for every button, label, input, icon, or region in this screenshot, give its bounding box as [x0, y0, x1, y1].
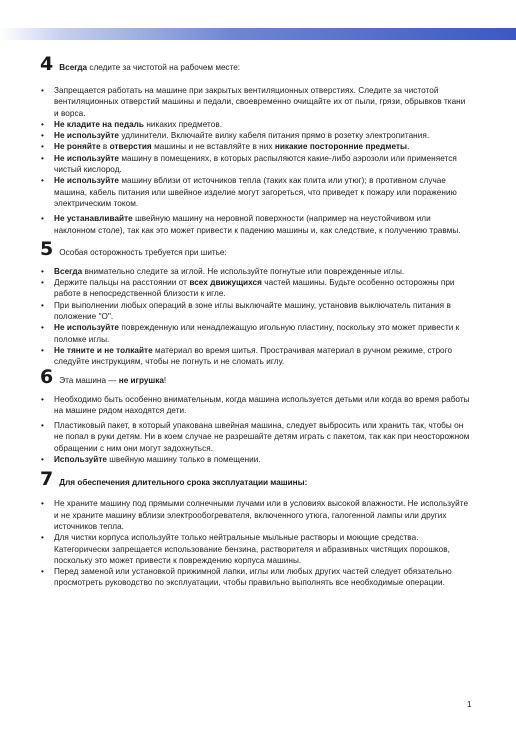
- header-gradient-bar: [0, 28, 516, 40]
- section-6-list: [40, 394, 472, 466]
- list-item: [40, 300, 472, 323]
- item-text: поврежденную или ненадлежащую игольную пластину, поскольку это может привести к поломке иглы.: [54, 323, 460, 344]
- item-text: Необходимо быть особенно внимательным, когда машина используется детьми или когда во время работы на машине рядом находятся дети.: [54, 394, 470, 415]
- list-item: [40, 85, 472, 119]
- title-part: Всегда: [59, 63, 88, 72]
- item-text: Перед заменой или установкой прижимной лапки, иглы или любых других частей следует обязательно просмотреть руководство по эксплуатации, чтобы правильно выполнять все необходимые операции.: [54, 567, 452, 588]
- item-text-bold: Используйте: [54, 455, 107, 465]
- list-item: [40, 175, 472, 209]
- section-title: [59, 248, 227, 258]
- list-item: [40, 394, 472, 417]
- item-text: Пластиковый пакет, в который упакована швейная машина, следует выбросить или хранить так, чтобы он не попал в руки детям. Ни в коем случае не разрешайте детям играть с пакетом, так как при неосторожном обращении с ним они могут задохнуться.: [54, 421, 470, 453]
- item-text: машины и не вставляйте в них: [151, 142, 275, 152]
- list-item: [40, 277, 472, 300]
- section-number: 7: [40, 468, 54, 491]
- item-text-bold: Не устанавливайте: [54, 214, 133, 224]
- item-text-bold: Не используйте: [54, 176, 120, 186]
- section-7-list: [40, 498, 472, 588]
- list-item: [40, 119, 472, 130]
- section-number: 5: [40, 237, 54, 260]
- section-title: [59, 63, 240, 73]
- item-text: швейную машину на неровной поверхности (например на неустойчивом или наклонном столе), так как это может привести к падению машины и, как следствие, к получению травмы.: [54, 214, 461, 235]
- title-part: Особая осторожность требуется при шитье:: [59, 247, 227, 257]
- section-5-heading: [40, 237, 472, 260]
- title-part: Эта машина —: [59, 375, 119, 385]
- list-item: [40, 345, 472, 368]
- list-item: [40, 498, 472, 532]
- section-4-list: [40, 85, 472, 236]
- item-text-bold: Не используйте: [54, 153, 120, 163]
- item-text: машину вблизи от источников тепла (таких как плита или утюг); в противном случае машина, кабель питания или швейное изделие могут загореться, что приведет к пожару или поражению электрическим током.: [54, 176, 457, 208]
- title-part: следите за чистотой на рабочем месте:: [87, 63, 241, 72]
- title-part: Для обеспечения длительного срока эксплуатации машины:: [59, 478, 308, 488]
- item-text: частей машины. Будьте особенно осторожны при работе в непосредственной близости к игле.: [54, 278, 455, 299]
- item-text-bold: никакие посторонние предметы: [274, 142, 408, 152]
- item-text: материал во время шитья. Прострачивая материал в ручном режиме, строго следуйте инструкциям, чтобы не погнуть и не сломать иглу.: [54, 345, 453, 367]
- list-item: [40, 153, 472, 176]
- list-item: [40, 213, 472, 236]
- item-text-bold: всех движущихся: [189, 278, 262, 288]
- list-item: [40, 566, 472, 589]
- section-6-heading: [40, 365, 472, 388]
- section-title: [59, 478, 307, 488]
- section-7-heading: [40, 470, 472, 489]
- list-item: [40, 532, 472, 566]
- item-text-bold: Не используйте: [54, 323, 120, 333]
- item-text-bold: Всегда: [54, 266, 83, 276]
- section-5-list: [40, 266, 472, 368]
- list-item: [40, 130, 472, 141]
- document-body: [40, 55, 472, 589]
- title-part: не игрушка: [118, 375, 164, 385]
- item-text: Держите пальцы на расстоянии от: [54, 278, 190, 288]
- section-number: 6: [40, 365, 54, 388]
- item-text: Для чистки корпуса используйте только нейтральные мыльные растворы и моющие средства. Категорически запрещается использование бензина, растворителя и абразивных чистящих порошков, поскольку это может привести к повреждению корпуса машины.: [54, 533, 450, 565]
- item-text-bold: отверстия: [109, 142, 152, 152]
- page-number: 1: [467, 700, 472, 709]
- list-item: [40, 266, 472, 277]
- item-text: При выполнении любых операций в зоне иглы выключайте машину, установив выключатель питания в положение "O".: [54, 300, 451, 322]
- item-text: швейную машину только в помещении.: [106, 455, 261, 465]
- item-text: внимательно следите за иглой. Не используйте погнутые или поврежденные иглы.: [82, 266, 405, 276]
- list-item: [40, 322, 472, 345]
- item-text: Запрещается работать на машине при закрытых вентиляционных отверстиях. Следите за чистотой вентиляционных отверстий машины и педали, своевременно очищайте их от пыли, грязи, обрывков ткани и ворса.: [54, 86, 466, 118]
- item-text: никаких предметов.: [144, 119, 223, 129]
- list-item: [40, 141, 472, 152]
- item-text: удлинители. Включайте вилку кабеля питания прямо в розетку электропитания.: [119, 131, 430, 141]
- list-item: [40, 454, 472, 465]
- item-text-bold: Не роняйте: [54, 142, 101, 152]
- item-text-bold: Не кладите на педаль: [54, 119, 145, 129]
- item-text-bold: Не тяните и не толкайте: [54, 345, 153, 355]
- title-part: !: [163, 375, 167, 385]
- section-title: [59, 376, 166, 386]
- section-4-heading: [40, 55, 472, 74]
- list-item: [40, 420, 472, 454]
- section-number: 4: [40, 53, 54, 75]
- item-text: в: [100, 142, 110, 152]
- item-text-bold: Не используйте: [54, 131, 120, 141]
- item-text: .: [407, 142, 410, 152]
- item-text: машину в помещениях, в которых распыляются какие-либо аэрозоли или применяется чистый кислород.: [54, 153, 457, 175]
- item-text: Не храните машину под прямыми солнечными лучами или в условиях высокой влажности. Не используйте и не храните машину вблизи электрообогревателя, включенного утюга, галогенной лампы или других источников тепла.: [54, 499, 469, 531]
